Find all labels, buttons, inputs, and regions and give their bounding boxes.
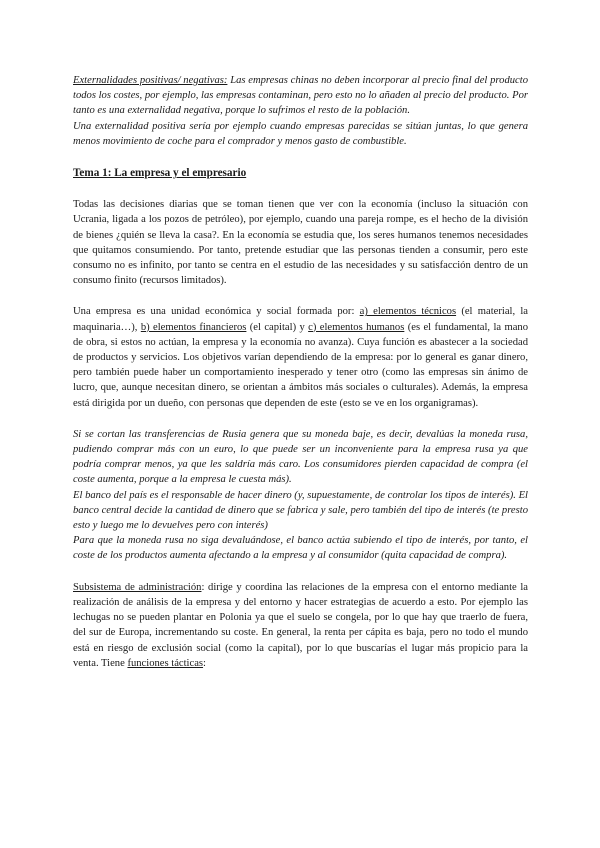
empresa-paragraph [73, 304, 528, 410]
empresa-text-4: (es el fundamental, la mano de obra, si estos no actúan, la empresa y la economía no avanza). Cuya función es abastecer a la sociedad de productos y servicios. Los objetivos varían dependiendo de la empresa: por lo general es ganar dinero, pero también puede haber un comportamiento inesperado y tener otro (como las empresas sin ánimo de lucro, que, aunque necesitan dinero, se orientan a ámbitos más sociales o culturales). Además, la empresa está dirigida por un dueño, con personas que dependen de este (esto se ve en los organigramas). [73, 321, 528, 409]
subsistema-text: : dirige y coordina las relaciones de la empresa con el entorno mediante la realización de análisis de la empresa y del entorno y hacer estrategias de acuerdo a esto. Por ejemplo las lechugas no se pueden plantar en Polonia ya que el suelo se congela, por lo que hay que traerlo de fuera, del sur de Europa, incrementando su coste. En general, la renta per cápita es baja, pero no todo el mundo está en riesgo de exclusión social (como la capital), por lo que buscarías el lugar más propicio para la venta. Tiene [73, 581, 528, 669]
externalidades-text: Las empresas chinas no deben incorporar al precio final del producto todos los costes, por ejemplo, las empresas contaminan, pero esto no lo añaden al precio del producto. Por tanto es una externalidad negativa, porque lo sufrimos el resto de la población. [73, 75, 528, 117]
rusia-paragraph-2: El banco del país es el responsable de hacer dinero (y, supuestamente, de controlar los tipos de interés). El banco central decide la cantidad de dinero que se fabrica y sale, pero también del tipo de interés (te presto esto y luego me lo devuelves pero con interés) [73, 489, 528, 532]
elementos-humanos: c) elementos humanos [308, 321, 405, 333]
externalidades-label: Externalidades positivas/ negativas: [73, 75, 228, 86]
page-content [73, 73, 528, 671]
elementos-financieros: b) elementos financieros [140, 321, 247, 333]
rusia-paragraph-1: Si se cortan las transferencias de Rusia genera que su moneda baje, es decir, devalúas la moneda rusa, pudiendo comprar más con un euro, lo que puede ser un inconveniente para la empresa rusa ya que podría comprar menos, ya que les saldría más caro. Los consumidores pierden capacidad de compra (el coste aumenta, porque a la empresa le cuesta más). [73, 428, 528, 486]
externalidad-positiva-paragraph: Una externalidad positiva sería por ejemplo cuando empresas parecidas se sitúan juntas, lo que genera menos movimiento de coche para el comprador y menos gasto de combustible. [73, 120, 528, 147]
externalidades-paragraph [73, 73, 528, 119]
subsistema-label: Subsistema de administración [73, 581, 202, 593]
subsistema-paragraph [73, 580, 528, 671]
section-heading: Tema 1: La empresa y el empresario [73, 167, 247, 180]
decisiones-paragraph: Todas las decisiones diarias que se toman tienen que ver con la economía (incluso la situación con Ucrania, ligada a los pozos de petróleo), por ejemplo, cuando una pareja rompe, es el hecho de la división de bienes ¿quién se lleva la casa?. En la economía se estudia que, los seres humanos tenemos necesidades que quitamos consumiendo. Por tanto, pretende estudiar que las personas tienden a consumir, pero este consumo no es infinito, por tanto se centra en el estudio de las necesidades y su satisfacción dentro de un consumo finito (recursos limitados). [73, 199, 528, 287]
empresa-text-2: (el material, la maquinaria…), [73, 306, 529, 333]
empresa-text-1: Una empresa es una unidad económica y social formada por: [73, 306, 360, 318]
subsistema-end: : [203, 657, 206, 669]
elementos-tecnicos: a) elementos técnicos [359, 306, 457, 318]
rusia-paragraph-3: Para que la moneda rusa no siga devaluándose, el banco actúa subiendo el tipo de interés, por tanto, el coste de los productos aumenta afectando a la empresa y al consumidor (quita capacidad de compra). [73, 535, 528, 562]
empresa-text-3: (el capital) y [246, 321, 309, 333]
funciones-tacticas: funciones tácticas [127, 657, 204, 669]
